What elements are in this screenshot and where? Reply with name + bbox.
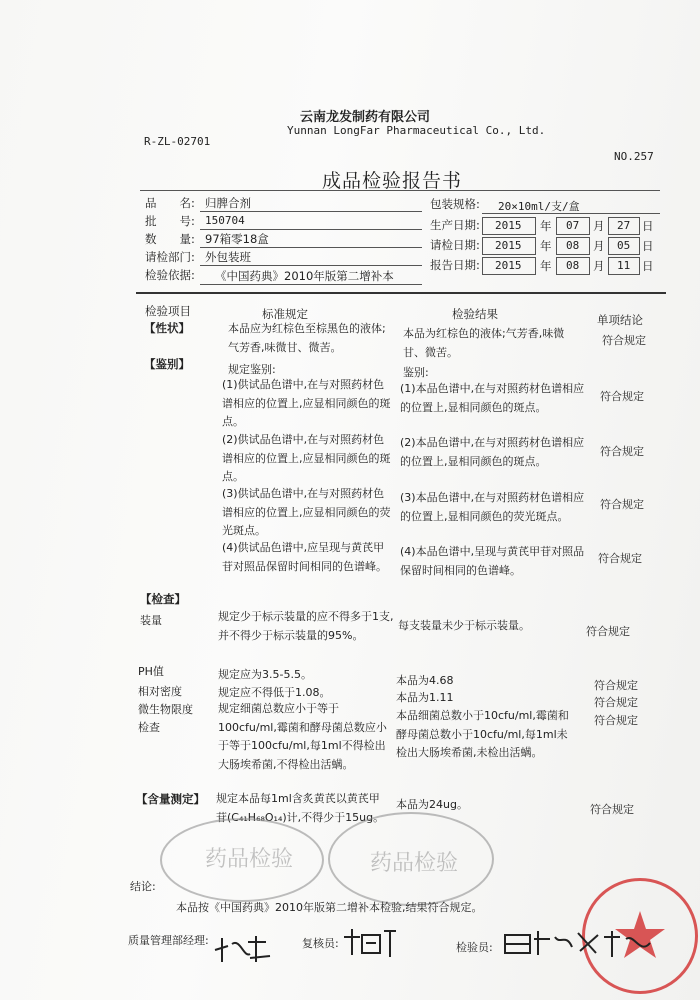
req-month: 08 — [566, 239, 580, 252]
basis-label: 检验依据: — [145, 268, 195, 282]
quantity-label: 数 量: — [145, 232, 195, 246]
micro-standard: 规定细菌总数应小于等于100cfu/ml,霉菌和酵母菌总数应小于等于100cfu/ml,每1ml不得检出大肠埃希菌,不得检出活螨。 — [218, 702, 387, 771]
ident1-result: (1)本品色谱中,在与对照药材色谱相应的位置上,显相同颜色的斑点。 — [400, 382, 585, 414]
micro-item-line1: 微生物限度 — [138, 703, 193, 716]
form-code: R-ZL-02701 — [144, 135, 211, 148]
dept-underline — [200, 265, 422, 266]
basis-underline — [200, 284, 422, 285]
ident3-conclusion: 符合规定 — [600, 498, 644, 511]
ident2-conclusion: 符合规定 — [600, 445, 644, 458]
density-standard: 规定应不得低于1.08。 — [218, 686, 331, 699]
section-traits: 【性状】 — [144, 321, 190, 335]
product-label: 品 名: — [145, 196, 195, 210]
fill-conclusion: 符合规定 — [586, 625, 630, 638]
micro-conclusion: 符合规定 — [594, 714, 638, 727]
density-item: 相对密度 — [138, 685, 182, 698]
quantity-value: 97箱零18盒 — [205, 232, 269, 246]
report-number: NO.257 — [614, 150, 654, 163]
prod-day: 27 — [617, 219, 631, 232]
product-underline — [200, 211, 422, 212]
report-title: 成品检验报告书 — [322, 170, 463, 192]
ident4-conclusion: 符合规定 — [598, 552, 642, 565]
prod-day-unit: 日 — [642, 219, 654, 233]
dept-label: 请检部门: — [145, 250, 195, 264]
rep-year-unit: 年 — [540, 259, 552, 273]
basis-value: 《中国药典》2010年版第二增补本 — [215, 269, 394, 283]
ident2-standard: (2)供试品色谱中,在与对照药材色谱相应的位置上,应显相同颜色的斑点。 — [222, 433, 391, 483]
density-conclusion: 符合规定 — [594, 696, 638, 709]
req-year-unit: 年 — [540, 239, 552, 253]
section-assay: 【含量测定】 — [136, 792, 205, 806]
header-result: 检验结果 — [452, 307, 498, 321]
assay-result: 本品为24ug。 — [396, 798, 468, 811]
rep-day-unit: 日 — [642, 259, 654, 273]
batch-underline — [200, 229, 422, 230]
prod-month: 07 — [566, 219, 580, 232]
ident4-standard: (4)供试品色谱中,应呈现与黄芪甲苷对照品保留时间相同的色谱峰。 — [222, 541, 387, 573]
ident1-standard: (1)供试品色谱中,在与对照药材色谱相应的位置上,应显相同颜色的斑点。 — [222, 378, 391, 428]
reviewer-label: 复核员: — [302, 937, 339, 950]
header-conclusion: 单项结论 — [597, 313, 643, 327]
dept-value: 外包装班 — [205, 250, 251, 264]
conclusion-label: 结论: — [130, 880, 156, 893]
ident2-result: (2)本品色谱中,在与对照药材色谱相应的位置上,显相同颜色的斑点。 — [400, 436, 585, 468]
traits-conclusion: 符合规定 — [602, 334, 646, 347]
spec-underline — [482, 213, 660, 214]
batch-value: 150704 — [205, 214, 245, 227]
req-day-unit: 日 — [642, 239, 654, 253]
req-year: 2015 — [495, 239, 522, 252]
rep-year: 2015 — [495, 259, 522, 272]
inspector-signature — [500, 925, 660, 961]
quality-stamp-left-text: 药品检验 — [205, 847, 294, 872]
header-item: 检验项目 — [145, 304, 191, 318]
fill-result: 每支装量未少于标示装量。 — [398, 619, 530, 632]
ident4-result: (4)本品色谱中,呈现与黄芪甲苷对照品保留时间相同的色谱峰。 — [400, 545, 585, 577]
req-date-label: 请检日期: — [430, 238, 480, 252]
rep-month: 08 — [566, 259, 580, 272]
title-rule — [140, 190, 660, 191]
fill-item: 装量 — [140, 614, 162, 627]
ident1-conclusion: 符合规定 — [600, 390, 644, 403]
rep-day: 11 — [617, 259, 631, 272]
header-standard: 标准规定 — [262, 307, 308, 321]
reviewer-signature — [340, 925, 400, 961]
spec-value: 20×10ml/支/盒 — [498, 200, 580, 213]
batch-label: 批 号: — [145, 214, 195, 228]
prod-year-unit: 年 — [540, 219, 552, 233]
spec-label: 包装规格: — [430, 197, 480, 211]
rep-date-label: 报告日期: — [430, 258, 480, 272]
fill-standard: 规定少于标示装量的应不得多于1支,并不得少于标示装量的95%。 — [218, 610, 394, 642]
section-identification: 【鉴别】 — [144, 357, 190, 371]
ident3-result: (3)本品色谱中,在与对照药材色谱相应的位置上,显相同颜色的荧光斑点。 — [400, 491, 585, 523]
prod-year: 2015 — [495, 219, 522, 232]
ident-result-intro: 鉴别: — [403, 366, 429, 379]
prod-month-unit: 月 — [593, 219, 605, 233]
assay-standard: 规定本品每1ml含炙黄芪以黄芪甲苷(C₄₁H₆₈O₁₄)计,不得少于15ug。 — [216, 792, 385, 824]
qm-manager-signature — [210, 928, 280, 968]
header-rule — [136, 292, 666, 294]
density-result: 本品为1.11 — [396, 691, 454, 704]
traits-standard: 本品应为红棕色至棕黑色的液体;气芳香,味微甘、微苦。 — [228, 322, 386, 354]
req-day: 05 — [617, 239, 631, 252]
ident-standard-intro: 规定鉴别: — [228, 363, 276, 376]
company-name-cn: 云南龙发制药有限公司 — [300, 110, 431, 125]
ident3-standard: (3)供试品色谱中,在与对照药材色谱相应的位置上,应显相同颜色的荧光斑点。 — [222, 487, 391, 537]
quantity-underline — [200, 247, 422, 248]
rep-month-unit: 月 — [593, 259, 605, 273]
quality-stamp-mid-text: 药品检验 — [370, 851, 459, 876]
ph-conclusion: 符合规定 — [594, 679, 638, 692]
conclusion-text: 本品按《中国药典》2010年版第二增补本检验,结果符合规定。 — [176, 901, 483, 914]
product-value: 归脾合剂 — [205, 196, 251, 210]
req-month-unit: 月 — [593, 239, 605, 253]
qm-manager-label: 质量管理部经理: — [128, 934, 209, 947]
assay-conclusion: 符合规定 — [590, 803, 634, 816]
inspector-label: 检验员: — [456, 941, 493, 954]
micro-item-line2: 检查 — [138, 721, 160, 734]
ph-standard: 规定应为3.5-5.5。 — [218, 668, 312, 681]
ph-result: 本品为4.68 — [396, 674, 454, 687]
ph-item: PH值 — [138, 665, 164, 678]
traits-result: 本品为红棕色的液体;气芳香,味微甘、微苦。 — [403, 327, 565, 359]
prod-date-label: 生产日期: — [430, 218, 480, 232]
micro-result: 本品细菌总数小于10cfu/ml,霉菌和酵母菌总数小于10cfu/ml,每1ml未检出大肠埃希菌,未检出活螨。 — [396, 709, 569, 759]
company-name-en: Yunnan LongFar Pharmaceutical Co., Ltd. — [287, 124, 546, 137]
section-inspection: 【检查】 — [140, 592, 186, 606]
